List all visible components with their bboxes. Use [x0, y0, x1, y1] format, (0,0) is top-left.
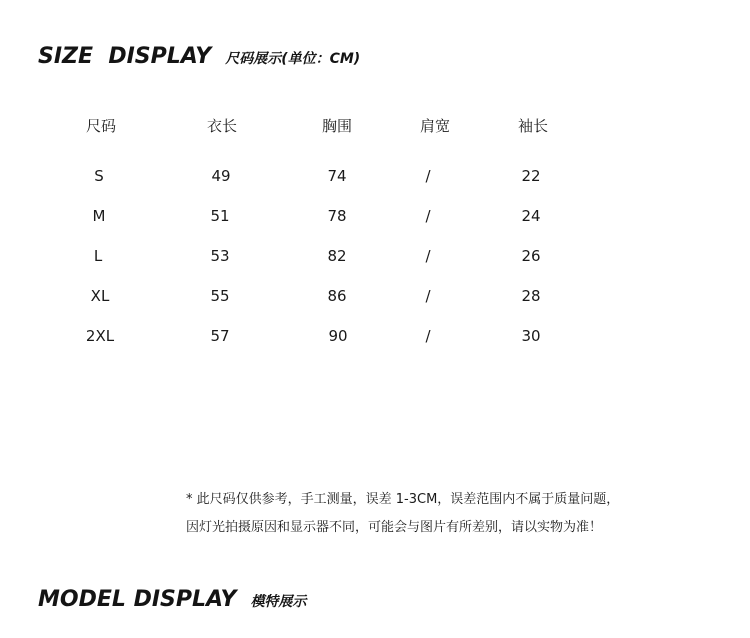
size-note-line-2: 因灯光拍摄原因和显示器不同，可能会与图片有所差别，请以实物为准！ — [186, 520, 603, 535]
model-display-title — [38, 587, 306, 612]
model-display-title-en: MODEL DISPLAY — [38, 587, 237, 612]
size-display-title-en: SIZE DISPLAY — [38, 44, 212, 69]
table-cell: 57 — [210, 327, 230, 345]
header-sleeve: 袖长 — [517, 117, 548, 135]
table-cell: L — [93, 247, 103, 265]
header-size: 尺码 — [85, 117, 116, 135]
table-cell: 53 — [210, 247, 230, 265]
table-cell: 82 — [327, 247, 347, 265]
table-cell: 2XL — [85, 327, 115, 345]
header-shoulder: 肩宽 — [419, 117, 450, 135]
size-note-line-1: * 此尺码仅供参考，手工测量，误差 1-3CM，误差范围内不属于质量问题， — [186, 492, 620, 507]
table-cell: 24 — [521, 207, 541, 225]
model-display-title-cn: 模特展示 — [250, 594, 307, 610]
table-cell: / — [425, 247, 431, 265]
table-cell: 30 — [521, 327, 541, 345]
size-display-title-cn: 尺码展示(单位：CM) — [225, 51, 361, 67]
header-chest: 胸围 — [321, 117, 352, 135]
table-cell: 49 — [211, 167, 231, 185]
table-cell: / — [425, 287, 431, 305]
table-cell: 78 — [327, 207, 347, 225]
table-cell: 51 — [210, 207, 230, 225]
table-cell: M — [92, 207, 106, 225]
table-cell: 90 — [328, 327, 348, 345]
table-cell: 86 — [327, 287, 347, 305]
table-cell: 55 — [210, 287, 230, 305]
table-cell: XL — [90, 287, 110, 305]
table-cell: 28 — [521, 287, 541, 305]
table-cell: 22 — [521, 167, 541, 185]
table-cell: / — [425, 327, 431, 345]
table-cell: S — [94, 167, 104, 185]
table-cell: 74 — [327, 167, 347, 185]
table-cell: / — [425, 207, 431, 225]
header-length: 衣长 — [206, 117, 237, 135]
table-cell: 26 — [521, 247, 541, 265]
table-cell: / — [425, 167, 431, 185]
